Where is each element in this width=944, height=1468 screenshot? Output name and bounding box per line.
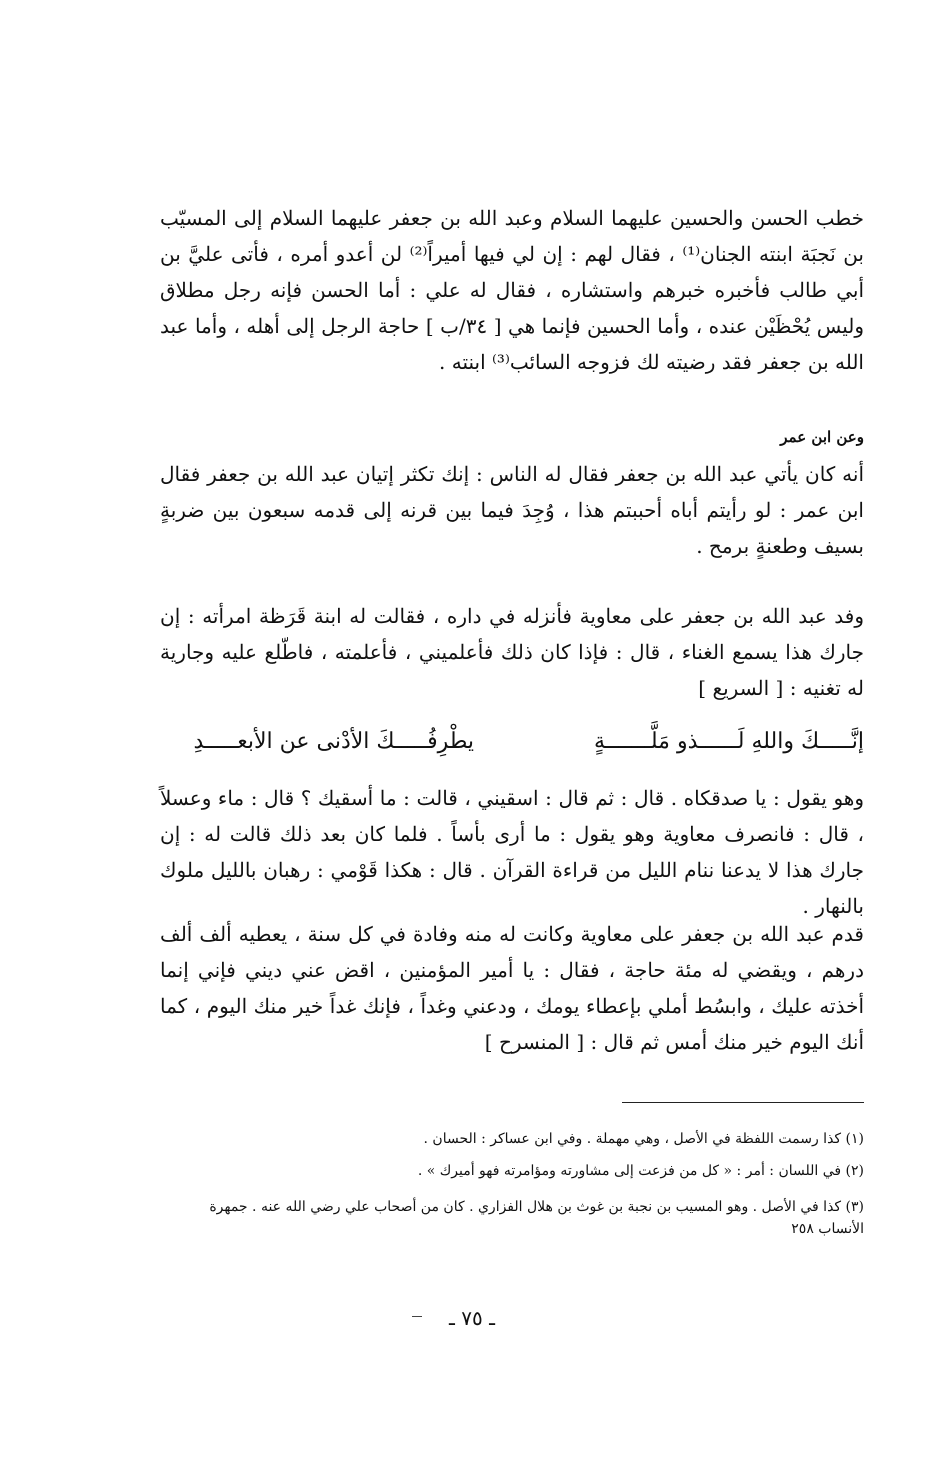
footnote-1: (١) كذا رسمت اللفظة في الأصل ، وهي مهملة . وفي ابن عساكر : الحسان . [423, 1131, 864, 1147]
page-number: ـ ٧٥ ـ [449, 1306, 495, 1330]
verse-hemistich-first: إنَّـــــكَ واللهِ لَــــــذو مَلَّـــــــةٍ [593, 729, 864, 754]
footnote-divider [622, 1102, 864, 1103]
paragraph-night-prayer: وهو يقول : يا صدقكاه . قال : ثم قال : اسقيني ، قالت : ما أسقيك ؟ قال : ماء وعسلاً ، قال : فانصرف معاوية وهو يقول : ما أرى بأساً . فلما كان بعد ذلك قالت له : إن جارك هذا لا يدعنا ننام الليل من قراءة القرآن . قال : هكذا قَوْمي : رهبان بالليل ملوك بالنهار . [160, 786, 864, 918]
paragraph-marriage-proposal: خطب الحسن والحسين عليهما السلام وعبد الله بن جعفر عليهما السلام إلى المسيّب بن نَجبَة ابنته الجنان⁽¹⁾ ، فقال لهم : إن لي فيها أميراً⁽²⁾ لن أعدو أمره ، فأتى عليَّ بن أبي طالب فأخبره خبرهم واستشاره ، فقال له علي : أما الحسن فإنه رجل مطلاق وليس يُحْظَيْن عنده ، وأما الحسين فإنما هي [ ٣٤/ب ] حاجة الرجل إلى أهله ، وأما عبد الله بن جعفر فقد رضيته لك فزوجه السائب⁽³⁾ ابنته . [160, 206, 865, 374]
paragraph-muawiya-visit: وفد عبد الله بن جعفر على معاوية فأنزله في داره ، فقالت له ابنة قَرَظة امرأته : إن جارك هذا يسمع الغناء ، قال : فإذا كان ذلك فأعلميني ، فأعلمته ، فاطّلع عليه وجارية له تغنيه : [ السريع ] [160, 604, 864, 700]
poetry-verse [160, 722, 864, 762]
footnote-2: (٢) في اللسان : أمر : « كل من فزعت إلى مشاورته ومؤامرته فهو أميرك » . [417, 1163, 864, 1179]
paragraph-ibn-umar: أنه كان يأتي عبد الله بن جعفر فقال له الناس : إنك تكثر إتيان عبد الله بن جعفر فقال ابن عمر : لو رأيتم أباه أحببتم هذا ، وُجِدَ فيما بين قرنه إلى قدمه سبعون بين ضربةٍ بسيف وطعنةٍ برمح . [160, 462, 864, 558]
paragraph-annual-visit: قدم عبد الله بن جعفر على معاوية وكانت له منه وفادة في كل سنة ، يعطيه ألف ألف درهم ، ويقضي له مئة حاجة ، فقال : يا أمير المؤمنين ، اقض عني ديني فإني إنما أخذته عليك ، وابسُط أملي بإعطاء يومك ، ودعني وغداً ، فإنك غداً خير منك اليوم ، كما أنك اليوم خير منك أمس ثم قال : [ المنسرح ] [160, 922, 864, 1054]
section-heading-ibn-umar: وعن ابن عمر [780, 428, 864, 446]
print-speck [412, 1316, 422, 1317]
footnote-3: (٣) كذا في الأصل . وهو المسيب بن نجبة بن غوث بن هلال الفزاري . كان من أصحاب علي رضي الله عنه . جمهرة الأنساب ٢٥٨ [209, 1199, 864, 1237]
verse-hemistich-second: يطْرِفُـــــكَ الأدْنى عن الأبعـــــدِ [193, 729, 474, 754]
